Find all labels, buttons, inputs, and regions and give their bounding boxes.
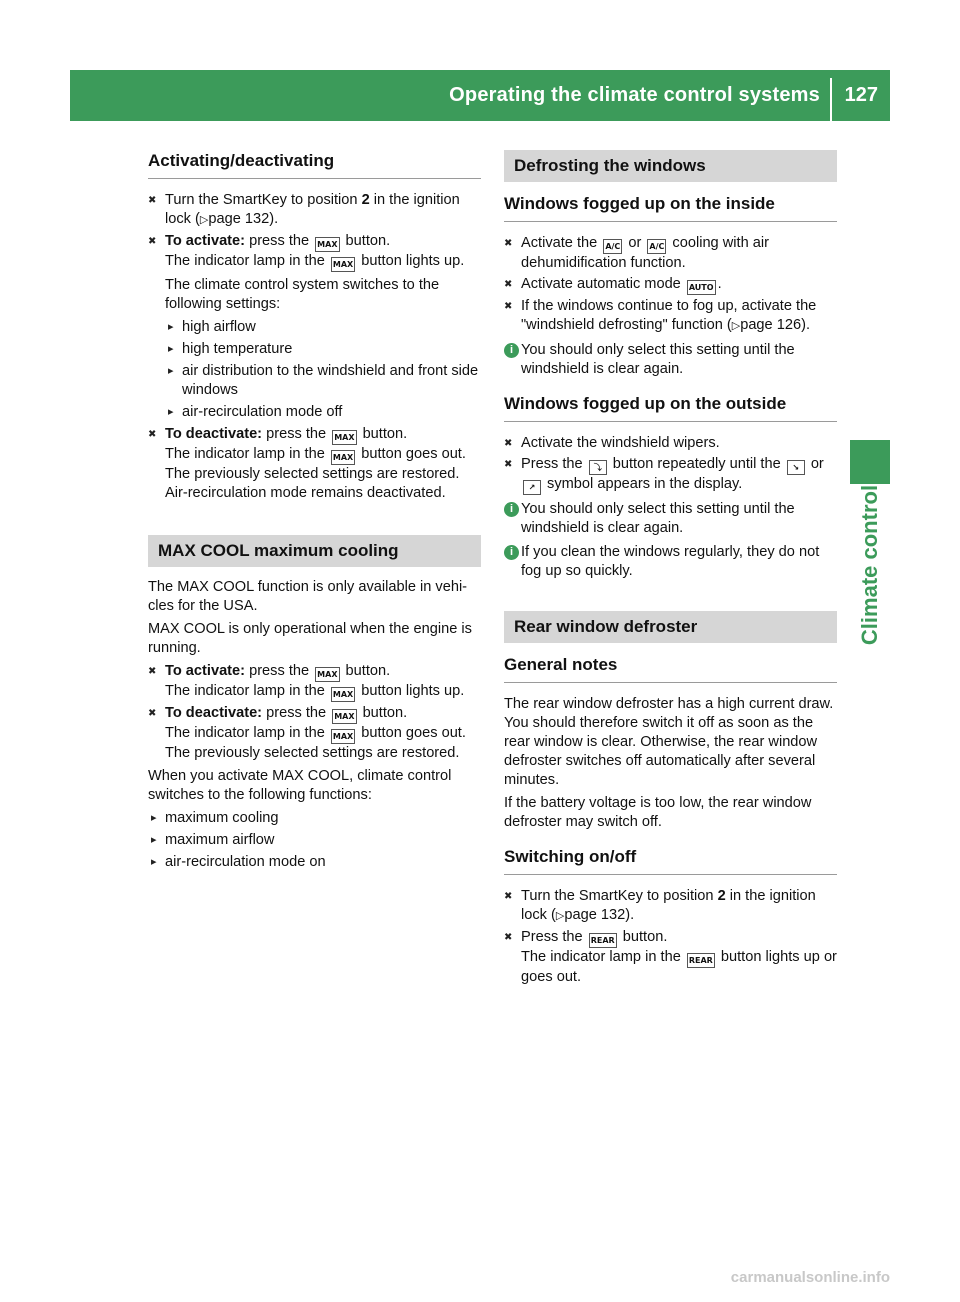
list-item: ▸ high temperature <box>165 340 481 359</box>
step-text: press the <box>245 663 314 679</box>
step-text: ). <box>269 211 279 227</box>
step-ignition <box>504 887 837 926</box>
step-auto-mode <box>504 275 837 295</box>
step-text: If the windows continue to fog up, activate the "windshield defrosting" function ( <box>521 298 817 333</box>
info-text: You should only select this setting until the windshield is clear again. <box>521 342 795 377</box>
max-defrost-button-icon: MAX <box>332 430 356 445</box>
watermark: carmanualsonline.info <box>730 1269 890 1286</box>
page-ref-icon: ▷ <box>731 320 741 332</box>
page-ref-link[interactable]: page 126 <box>740 317 802 333</box>
step-text: press the <box>245 233 314 249</box>
step-rear-button <box>504 928 837 987</box>
heading-fogged-inside: Windows fogged up on the inside <box>504 193 837 222</box>
step-text: press the <box>262 426 331 442</box>
rear-defrost-button-icon: REAR <box>687 953 715 968</box>
step-label: To activate: <box>165 663 246 679</box>
info-note <box>504 341 837 379</box>
step-deactivate <box>148 425 481 503</box>
step-text: ). <box>801 317 810 333</box>
list-item: ▸ maximum cooling <box>148 809 481 828</box>
paragraph: If the battery voltage is too low, the rear window defroster may switch off. <box>504 795 812 830</box>
step-text: in the ignition lock ( <box>521 888 816 923</box>
max-cool-button-icon: MAX <box>315 667 339 682</box>
max-defrost-button-icon: MAX <box>315 237 339 252</box>
step-text: button lights up. <box>357 253 465 269</box>
section-title: Operating the climate control systems <box>449 84 820 106</box>
list-item: ▸ air distribution to the windshield and front side windows <box>165 362 481 400</box>
air-distribution-symbol-icon: ↗ <box>523 480 541 495</box>
step-text: button. <box>358 705 408 721</box>
page-ref-icon: ▷ <box>199 214 209 226</box>
list-item: ▸ air-recirculation mode on <box>148 853 481 872</box>
info-icon: i <box>504 502 519 517</box>
list-item: ▸ maximum airflow <box>148 831 481 850</box>
list-item: ▸ air-recirculation mode off <box>165 403 481 422</box>
heading-rear-defroster: Rear window defroster <box>504 611 837 643</box>
step-activate-ac <box>504 234 837 273</box>
max-cool-button-icon: MAX <box>331 729 355 744</box>
step-text: press the <box>262 705 331 721</box>
heading-activating: Activating/deactivating <box>148 150 481 179</box>
step-text: Activate the <box>521 235 602 251</box>
step-text: Activate automatic mode <box>521 276 685 292</box>
step-text: button lights up or goes out. <box>521 949 837 985</box>
step-activate <box>148 232 481 422</box>
functions-list <box>148 809 481 872</box>
page-number: 127 <box>844 84 878 106</box>
step-text: The indicator lamp in the <box>165 725 329 741</box>
step-text: The indicator lamp in the <box>521 949 685 965</box>
step-text: in the ignition lock ( <box>165 192 460 227</box>
result-text: The climate control system switches to the following settings: <box>165 277 440 312</box>
step-air-distribution <box>504 455 837 495</box>
step-text: Press the <box>521 456 587 472</box>
step-text: button. <box>358 426 408 442</box>
step-text: or <box>806 456 824 472</box>
heading-general-notes: General notes <box>504 654 837 683</box>
list-item: ▸ high airflow <box>165 318 481 337</box>
info-text: You should only select this setting until the windshield is clear again. <box>521 501 795 536</box>
position-value: 2 <box>717 888 726 904</box>
paragraph: The rear window defroster has a high current draw. You should therefore switch it off as soon as the rear window is clear. Otherwise, the rear window defroster switches off automatically after several minutes. <box>504 696 834 788</box>
header-separator <box>830 78 832 121</box>
step-text: button lights up. <box>357 683 465 699</box>
step-text: button goes out. The previously selected settings are restored. <box>165 725 466 761</box>
step-text: button. <box>341 663 391 679</box>
step-wipers: ✖ Activate the windshield wipers. <box>504 434 837 453</box>
info-icon: i <box>504 545 519 560</box>
step-text: The indicator lamp in the <box>165 446 329 462</box>
heading-fogged-outside: Windows fogged up on the outside <box>504 393 837 422</box>
step-text: Turn the SmartKey to position <box>521 888 718 904</box>
paragraph: The MAX COOL function is only available in vehi-cles for the USA. <box>148 579 468 614</box>
paragraph: When you activate MAX COOL, climate control switches to the following functions: <box>148 768 452 803</box>
rear-defrost-button-icon: REAR <box>589 933 617 948</box>
paragraph: MAX COOL is only operational when the engine is running. <box>148 621 472 656</box>
step-text: cooling with air dehumidification function. <box>521 235 769 271</box>
max-defrost-button-icon: MAX <box>331 257 355 272</box>
step-ignition <box>148 191 481 230</box>
left-column <box>148 150 481 875</box>
chapter-label: Climate control <box>857 484 882 646</box>
step-maxcool-activate <box>148 662 481 702</box>
right-column <box>504 150 837 989</box>
info-text: If you clean the windows regularly, they do not fog up so quickly. <box>521 544 820 579</box>
step-text: button. <box>618 929 668 945</box>
step-label: To deactivate: <box>165 705 263 721</box>
max-cool-button-icon: MAX <box>331 687 355 702</box>
heading-max-cool: MAX COOL maximum cooling <box>148 535 481 567</box>
step-text: symbol appears in the display. <box>543 476 743 492</box>
step-text: button repeatedly until the <box>608 456 785 472</box>
step-text: The indicator lamp in the <box>165 253 329 269</box>
step-text: button. <box>341 233 391 249</box>
heading-defrosting: Defrosting the windows <box>504 150 837 182</box>
page-ref-link[interactable]: page 132 <box>564 907 626 923</box>
position-value: 2 <box>361 192 370 208</box>
step-text: Turn the SmartKey to position <box>165 192 362 208</box>
step-maxcool-deactivate <box>148 704 481 763</box>
step-text: . <box>717 276 722 292</box>
page-ref-link[interactable]: page 132 <box>208 211 270 227</box>
step-label: To activate: <box>165 233 246 249</box>
step-windshield-defrost <box>504 297 837 336</box>
max-cool-button-icon: MAX <box>332 709 356 724</box>
air-distribution-symbol-icon: ↘ <box>787 460 805 475</box>
step-text: or <box>624 235 646 251</box>
air-distribution-button-icon: ⤵ <box>589 460 607 475</box>
ac-button-icon: A/C <box>603 239 622 254</box>
step-text: The indicator lamp in the <box>165 683 329 699</box>
page-ref-icon: ▷ <box>555 910 565 922</box>
info-note <box>504 543 837 581</box>
info-icon: i <box>504 343 519 358</box>
info-note <box>504 500 837 538</box>
max-defrost-button-icon: MAX <box>331 450 355 465</box>
page-header <box>70 70 890 121</box>
step-text: Press the <box>521 929 587 945</box>
step-text: button goes out. The previously selected settings are restored. Air-recirculation mode remains deactivated. <box>165 446 466 501</box>
heading-switching: Switching on/off <box>504 846 837 875</box>
step-text: ). <box>625 907 635 923</box>
settings-list <box>165 318 481 422</box>
step-label: To deactivate: <box>165 426 263 442</box>
auto-button-icon: AUTO <box>687 280 716 295</box>
ac-rest-button-icon: A/C <box>647 239 666 254</box>
